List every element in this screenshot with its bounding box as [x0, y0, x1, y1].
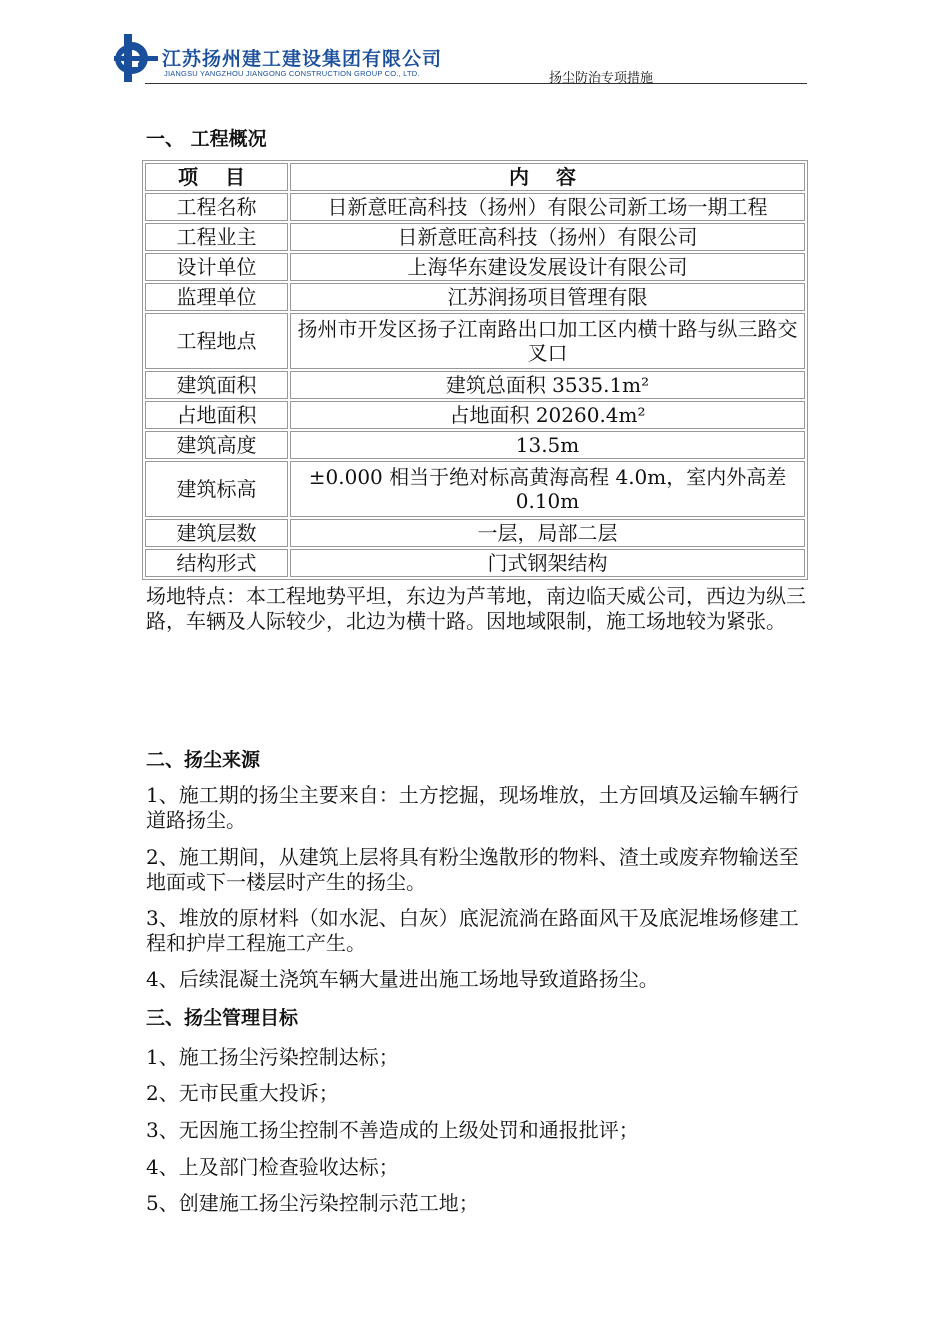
row-value: 占地面积 20260.4m² — [290, 401, 805, 429]
company-name-en: JIANGSU YANGZHOU JIANGONG CONSTRUCTION GROUP CO., LTD. — [164, 69, 420, 78]
table-row — [145, 431, 805, 459]
row-value: ±0.000 相当于绝对标高黄海高程 4.0m，室内外高差 0.10m — [290, 461, 805, 517]
table-row — [145, 371, 805, 399]
row-key: 监理单位 — [145, 283, 288, 311]
header-divider — [145, 83, 807, 84]
table-row — [145, 461, 805, 517]
table-header-content: 内 容 — [290, 163, 805, 191]
table-row — [145, 253, 805, 281]
row-value: 上海华东建设发展设计有限公司 — [290, 253, 805, 281]
row-key: 建筑层数 — [145, 519, 288, 547]
table-row — [145, 549, 805, 577]
project-overview-table — [142, 160, 808, 580]
list-item: 2、无市民重大投诉； — [146, 1081, 339, 1105]
row-key: 建筑标高 — [145, 461, 288, 517]
row-key: 建筑高度 — [145, 431, 288, 459]
company-logo-icon — [112, 32, 160, 84]
table-row — [145, 519, 805, 547]
site-characteristics-note: 场地特点：本工程地势平坦，东边为芦苇地，南边临天威公司，西边为纵三路，车辆及人际较少，北边为横十路。因地域限制，施工场地较为紧张。 — [146, 584, 806, 633]
list-item: 1、施工期的扬尘主要来自：土方挖掘，现场堆放，土方回填及运输车辆行道路扬尘。 — [146, 783, 799, 832]
list-item: 4、上及部门检查验收达标； — [146, 1155, 399, 1179]
list-item: 3、堆放的原材料（如水泥、白灰）底泥流淌在路面风干及底泥堆场修建工程和护岸工程施工产生。 — [146, 906, 799, 955]
document-title: 扬尘防治专项措施 — [549, 71, 654, 86]
row-value: 日新意旺高科技（扬州）有限公司 — [290, 223, 805, 251]
row-value: 扬州市开发区扬子江南路出口加工区内横十路与纵三路交叉口 — [290, 313, 805, 369]
row-key: 工程名称 — [145, 193, 288, 221]
table-row — [145, 313, 805, 369]
row-value: 门式钢架结构 — [290, 549, 805, 577]
row-value: 13.5m — [290, 431, 805, 459]
row-key: 建筑面积 — [145, 371, 288, 399]
table-row — [145, 283, 805, 311]
table-header-item: 项 目 — [145, 163, 288, 191]
page-header — [112, 32, 807, 86]
list-item: 3、无因施工扬尘控制不善造成的上级处罚和通报批评； — [146, 1118, 639, 1142]
row-key: 占地面积 — [145, 401, 288, 429]
section-heading-management-goals: 三、扬尘管理目标 — [146, 1007, 299, 1029]
row-value: 江苏润扬项目管理有限 — [290, 283, 805, 311]
row-value: 一层，局部二层 — [290, 519, 805, 547]
row-key: 工程业主 — [145, 223, 288, 251]
row-value: 日新意旺高科技（扬州）有限公司新工场一期工程 — [290, 193, 805, 221]
list-item: 1、施工扬尘污染控制达标； — [146, 1045, 399, 1069]
table-row — [145, 401, 805, 429]
list-item: 4、后续混凝土浇筑车辆大量进出施工场地导致道路扬尘。 — [146, 967, 659, 991]
row-key: 工程地点 — [145, 313, 288, 369]
section-heading-overview: 一、 工程概况 — [146, 128, 267, 150]
row-key: 设计单位 — [145, 253, 288, 281]
company-name-cn: 江苏扬州建工建设集团有限公司 — [162, 48, 443, 70]
table-header-row — [145, 163, 805, 191]
row-value: 建筑总面积 3535.1m² — [290, 371, 805, 399]
table-row — [145, 223, 805, 251]
list-item: 5、创建施工扬尘污染控制示范工地； — [146, 1191, 479, 1215]
row-key: 结构形式 — [145, 549, 288, 577]
list-item: 2、施工期间，从建筑上层将具有粉尘逸散形的物料、渣土或废弃物输送至地面或下一楼层时产生的扬尘。 — [146, 845, 799, 894]
table-row — [145, 193, 805, 221]
section-heading-dust-sources: 二、扬尘来源 — [146, 749, 261, 771]
